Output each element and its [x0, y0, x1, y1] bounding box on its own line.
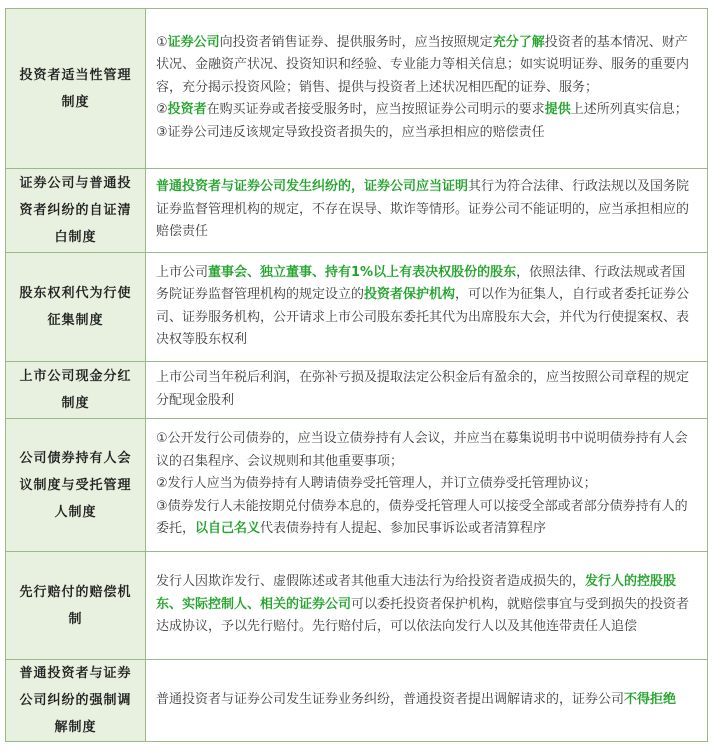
- row-label: 投资者适当性管理制度: [6, 9, 146, 169]
- body-text: 普通投资者与证券公司发生证券业务纠纷，普通投资者提出调解请求的，证券公司: [156, 691, 625, 707]
- highlighted-text: 投资者保护机构: [364, 287, 456, 302]
- content-paragraph: [156, 473, 697, 496]
- row-content: [146, 9, 708, 169]
- row-content: [146, 419, 708, 552]
- body-text: 上述所列真实信息；: [570, 102, 688, 118]
- body-text: ③债券发行人未能按期兑付债券本息的，债券受托管理人可以接受全部或者部分债券持有人的委托，: [156, 498, 688, 537]
- body-text: 在购买证券或者接受服务时，应当按照证券公司明示的要求: [206, 102, 545, 118]
- body-text: ①: [156, 34, 168, 50]
- row-label: 公司债券持有人会议制度与受托管理人制度: [6, 419, 146, 552]
- content-paragraph: [156, 176, 697, 244]
- body-text: 投资者的基本情况、财产状况、金融资产状况、投资知识和经验、专业能力等相关信息；如实说明证券、服务的重要内容，充分揭示投资风险；销售、提供与投资者上述状况相匹配的证券、服务；: [156, 34, 690, 95]
- row-label: 上市公司现金分红制度: [6, 362, 146, 419]
- highlighted-text: 普通投资者与证券公司发生纠纷的，证券公司应当证明: [156, 179, 469, 195]
- body-text: ③证券公司违反该规定导致投资者损失的，应当承担相应的赔偿责任: [156, 124, 545, 140]
- table-row: [6, 660, 708, 742]
- row-label: 先行赔付的赔偿机制: [6, 552, 146, 660]
- highlighted-text: 提供: [544, 102, 571, 118]
- table-row: [6, 9, 708, 169]
- body-text: 向投资者销售证券、提供服务时，应当按照规定: [219, 34, 493, 50]
- row-content: [146, 660, 708, 742]
- investor-protection-table: [5, 8, 708, 742]
- row-label: 普通投资者与证券公司纠纷的强制调解制度: [6, 660, 146, 742]
- table-row: [6, 253, 708, 362]
- row-label: 股东权利代为行使征集制度: [6, 253, 146, 362]
- body-text: 发行人因欺诈发行、虚假陈述或者其他重大违法行为给投资者造成损失的，: [156, 574, 586, 590]
- body-text: ②: [156, 102, 168, 118]
- table-body: [6, 9, 708, 742]
- highlighted-text: 以自己名义: [195, 521, 261, 537]
- highlighted-text: 发行人的控股股东、实际控制人、相关的证券公司: [156, 574, 677, 612]
- body-text: 其行为符合法律、行政法规以及国务院证券监督管理机构的规定，不存在误导、欺诈等情形。证券公司不能证明的，应当承担相应的赔偿责任: [156, 179, 690, 240]
- content-paragraph: [156, 262, 697, 352]
- table-row: [6, 552, 708, 660]
- body-text: ，依照法律、行政法规或者国务院证券监督管理机构的规定设立的: [156, 264, 686, 302]
- highlighted-text: 董事会、独立董事、持有1%以上有表决权股份的股东: [208, 264, 517, 280]
- content-paragraph: [156, 428, 697, 473]
- content-paragraph: [156, 689, 697, 712]
- body-text: ，可以作为征集人，自行或者委托证券公司、证券服务机构，公开请求上市公司股东委托其代为出席股东大会，并代为行使提案权、表决权等股东权利: [156, 287, 690, 347]
- content-paragraph: [156, 367, 697, 412]
- body-text: ②发行人应当为债券持有人聘请债券受托管理人，并订立债券受托管理协议；: [156, 476, 597, 492]
- body-text: 上市公司当年税后利润，在弥补亏损及提取法定公积金后有盈余的，应当按照公司章程的规定分配现金股利: [156, 370, 690, 408]
- regulation-table-wrapper: [5, 8, 708, 742]
- highlighted-text: 不得拒绝: [624, 691, 677, 707]
- highlighted-text: 投资者: [167, 102, 207, 118]
- row-content: [146, 253, 708, 362]
- content-paragraph: [156, 122, 697, 145]
- row-content: [146, 169, 708, 253]
- body-text: 上市公司: [156, 264, 209, 280]
- table-row: [6, 362, 708, 419]
- content-paragraph: [156, 99, 697, 122]
- body-text: 可以委托投资者保护机构，就赔偿事宜与受到损失的投资者达成协议，予以先行赔付。先行赔付后，可以依法向发行人以及其他连带责任人追偿: [156, 596, 690, 635]
- body-text: 代表债券持有人提起、参加民事诉讼或者清算程序: [260, 521, 547, 537]
- content-paragraph: [156, 32, 697, 100]
- content-paragraph: [156, 496, 697, 541]
- body-text: ①公开发行公司债券的，应当设立债券持有人会议，并应当在募集说明书中说明债券持有人会议的召集程序、会议规则和其他重要事项；: [156, 431, 688, 469]
- row-content: [146, 362, 708, 419]
- highlighted-text: 证券公司: [167, 34, 220, 50]
- row-label: 证券公司与普通投资者纠纷的自证清白制度: [6, 169, 146, 253]
- row-content: [146, 552, 708, 660]
- table-row: [6, 419, 708, 552]
- highlighted-text: 充分了解: [492, 34, 545, 50]
- table-row: [6, 169, 708, 253]
- content-paragraph: [156, 571, 697, 639]
